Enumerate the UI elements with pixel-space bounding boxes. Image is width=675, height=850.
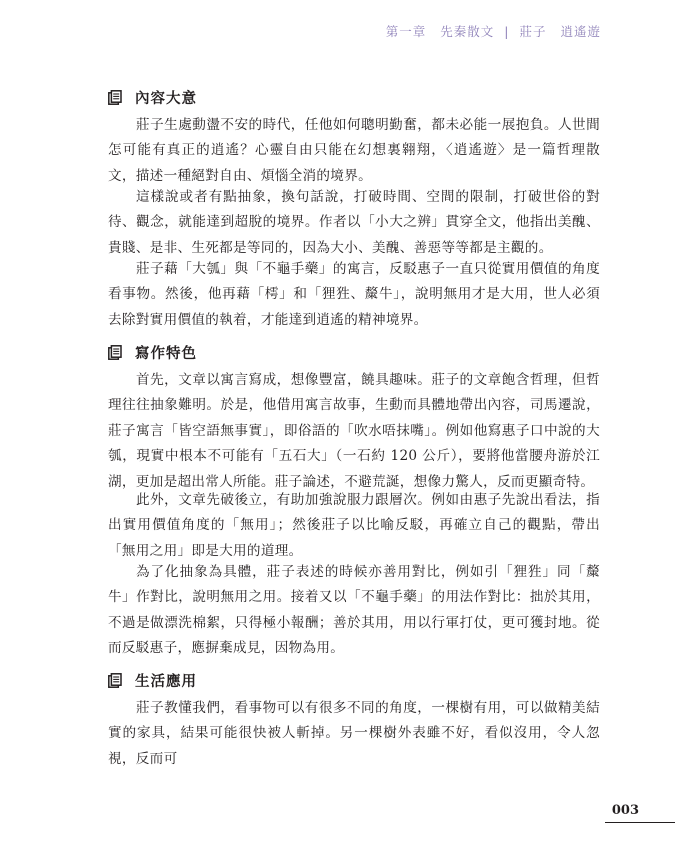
paragraph: 莊子生處動盪不安的時代，任他如何聰明勤奮，都未必能一展抱負。人世間怎可能有真正的逍遙？心靈自由只能在幻想裏翱翔，〈逍遙遊〉是一篇哲理散文，描述一種絕對自由、煩惱全消的境界。 <box>108 117 600 184</box>
running-header <box>386 22 601 40</box>
header-title: 逍遙遊 <box>560 24 601 39</box>
section-title: 寫作特色 <box>135 345 197 362</box>
paragraph: 莊子教懂我們，看事物可以有很多不同的角度，一棵樹有用，可以做精美結實的家具，結果可能很快被人斬掉。另一棵樹外表雖不好，看似沒用，令人忽視，反而可 <box>108 700 600 767</box>
paragraph: 為了化抽象為具體，莊子表述的時候亦善用對比，例如引「狸狌」同「斄牛」作對比，說明無用之用。接着又以「不龜手藥」的用法作對比：拙於其用，不過是做漂洗棉絮，只得極小報酬；善於其用，用以行軍打仗，更可獲封地。從而反駁惠子，應摒棄成見，因物為用。 <box>108 564 600 657</box>
paragraph: 這樣說或者有點抽象，換句話說，打破時間、空間的限制，打破世俗的對待、觀念，就能達到超脫的境界。作者以「小大之辨」貫穿全文，他指出美醜、貴賤、是非、生死都是等同的，因為大小、美醜、善惡等等都是主觀的。 <box>108 189 600 256</box>
section-heading-summary <box>108 85 197 109</box>
paragraph: 首先，文章以寓言寫成，想像豐富，饒具趣味。莊子的文章飽含哲理，但哲理往往抽象難明。於是，他借用寓言故事，生動而具體地帶出內容，司馬遷說，莊子寓言「皆空語無事實」，即俗語的「吹水唔抹嘴」。例如他寫惠子口中說的大瓠，現實中根本不可能有「五石大」（一石約 120 公斤），要將他當腰舟游於江湖，更加是超出常人所能。莊子論述，不避荒誕，想像力驚人，反而更顯奇特。 <box>108 372 600 490</box>
page-number: 003 <box>611 803 639 818</box>
document-icon <box>108 345 122 360</box>
document-icon <box>108 90 122 105</box>
paragraph: 此外，文章先破後立，有助加強說服力跟層次。例如由惠子先說出看法，指出實用價值角度的「無用」；然後莊子以比喻反駁，再確立自己的觀點，帶出「無用之用」即是大用的道理。 <box>108 492 600 559</box>
header-separator: | <box>504 24 510 39</box>
page-number-rule <box>605 822 675 823</box>
paragraph: 莊子藉「大瓠」與「不龜手藥」的寓言，反駁惠子一直只從實用價值的角度看事物。然後，他再藉「樗」和「狸狌、斄牛」，說明無用才是大用，世人必須去除對實用價值的執着，才能達到逍遙的精神境界。 <box>108 261 600 328</box>
section-heading-features <box>108 340 197 364</box>
header-part: 先秦散文 <box>440 24 495 39</box>
section-title: 生活應用 <box>135 673 197 690</box>
section-title: 內容大意 <box>135 90 197 107</box>
header-author: 莊子 <box>519 24 547 39</box>
document-icon <box>108 673 122 688</box>
section-heading-application <box>108 668 197 692</box>
header-chapter: 第一章 <box>385 24 427 39</box>
